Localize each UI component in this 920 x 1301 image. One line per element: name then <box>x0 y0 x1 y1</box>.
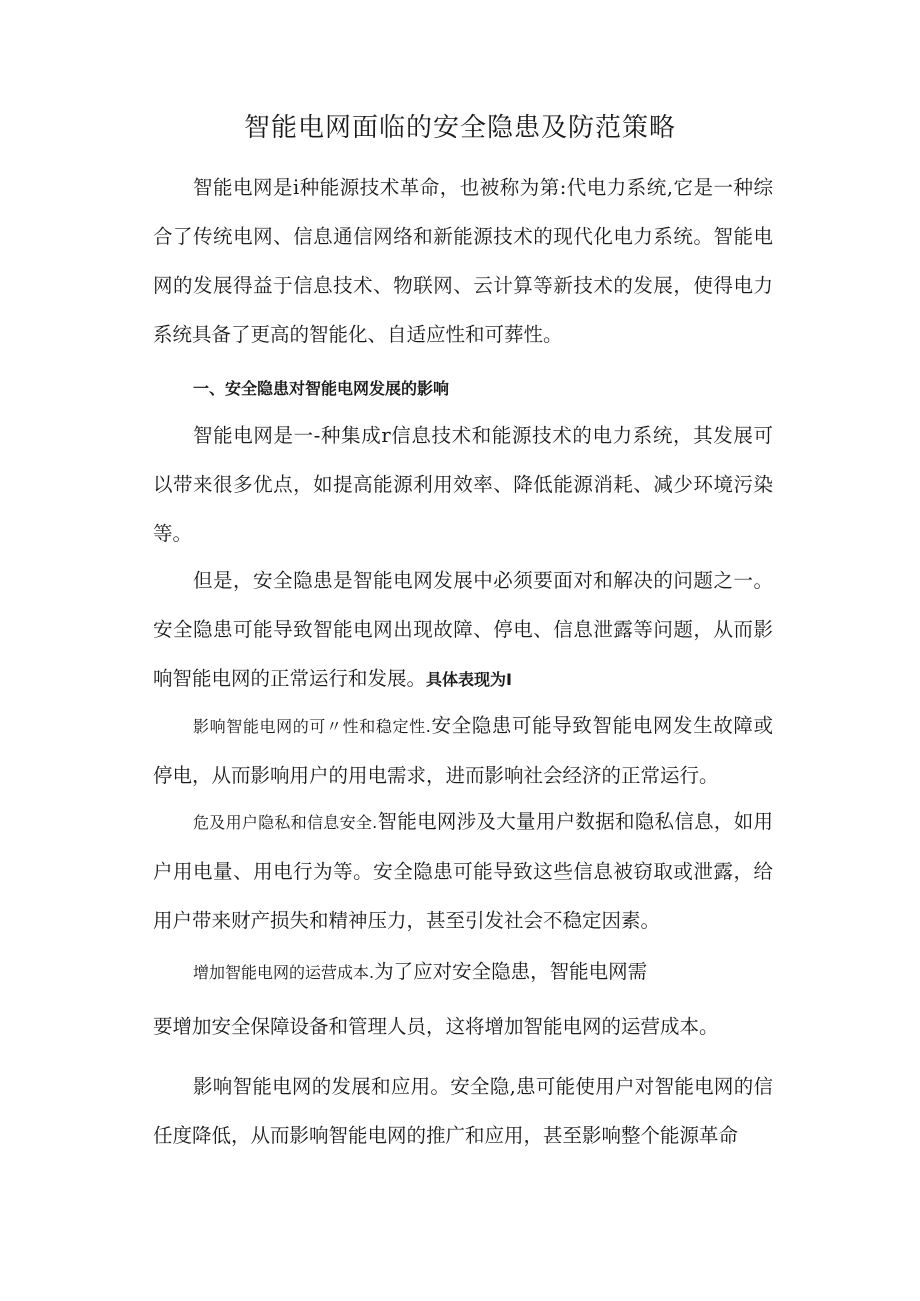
intro-paragraph: 智能电网是i种能源技术革命，也被称为第:代电力系统,它是一种综合了传统电网、信息通信网络和新能源技术的现代化电力系统。智能电网的发展得益于信息技术、物联网、云计算等新技术的发展，使得电力系统具备了更高的智能化、自适应性和可葬性。 <box>153 176 773 346</box>
item-adoption: 影响智能电网的发展和应用。安全隐,患可能使用户对智能电网的信任度降低，从而影响智能电网的推广和应用，甚至影响整个能源革命 <box>153 1075 773 1147</box>
item-privacy-lead: 危及用户隐私和信息安全. <box>193 813 378 832</box>
paragraph-risks-text: 但是，安全隐患是智能电网发展中必须要面对和解决的问题之一。安全隐患可能导致智能电网出现故障、停电、信息泄露等问题，从而影响智能电网的正常运行和发展。 <box>153 569 773 690</box>
item-reliability <box>153 701 773 800</box>
item-privacy-text: 智能电网涉及大量用户数据和隐私信息，如用户用电量、用电行为等。安全隐患可能导致这些信息被窃取或泄露，给用户带来财产损失和精神压力，甚至引发社会不稳定因素。 <box>153 810 773 932</box>
document-title: 智能电网面临的安全隐患及防范策略 <box>243 113 676 143</box>
item-cost-lead: 增加智能电网的运营成本. <box>193 963 375 982</box>
paragraph-risks-end: 具体表现为I <box>426 670 512 689</box>
paragraph-benefits: 智能电网是一-种集成r信息技术和能源技术的电力系统，其发展可以带来很多优点，如提高能源利用效率、降低能源消耗、减少环境污染等。 <box>153 424 773 545</box>
section-heading: 一、安全隐患对智能电网发展的影响 <box>193 379 450 398</box>
item-reliability-lead: 影响智能电网的可〃性和稳定性. <box>193 717 431 736</box>
item-privacy <box>153 797 773 945</box>
item-reliability-text: 安全隐患可能导致智能电网发生故障或停电，从而影响用户的用电需求，进而影响社会经济的正常运行。 <box>153 714 773 787</box>
item-cost <box>153 947 773 997</box>
item-cost-continued: 要增加安全保障设备和管理人员，这将增加智能电网的运营成本。 <box>153 1015 719 1038</box>
item-cost-text: 为了应对安全隐患，智能电网需 <box>374 960 648 983</box>
paragraph-risks <box>153 556 773 704</box>
